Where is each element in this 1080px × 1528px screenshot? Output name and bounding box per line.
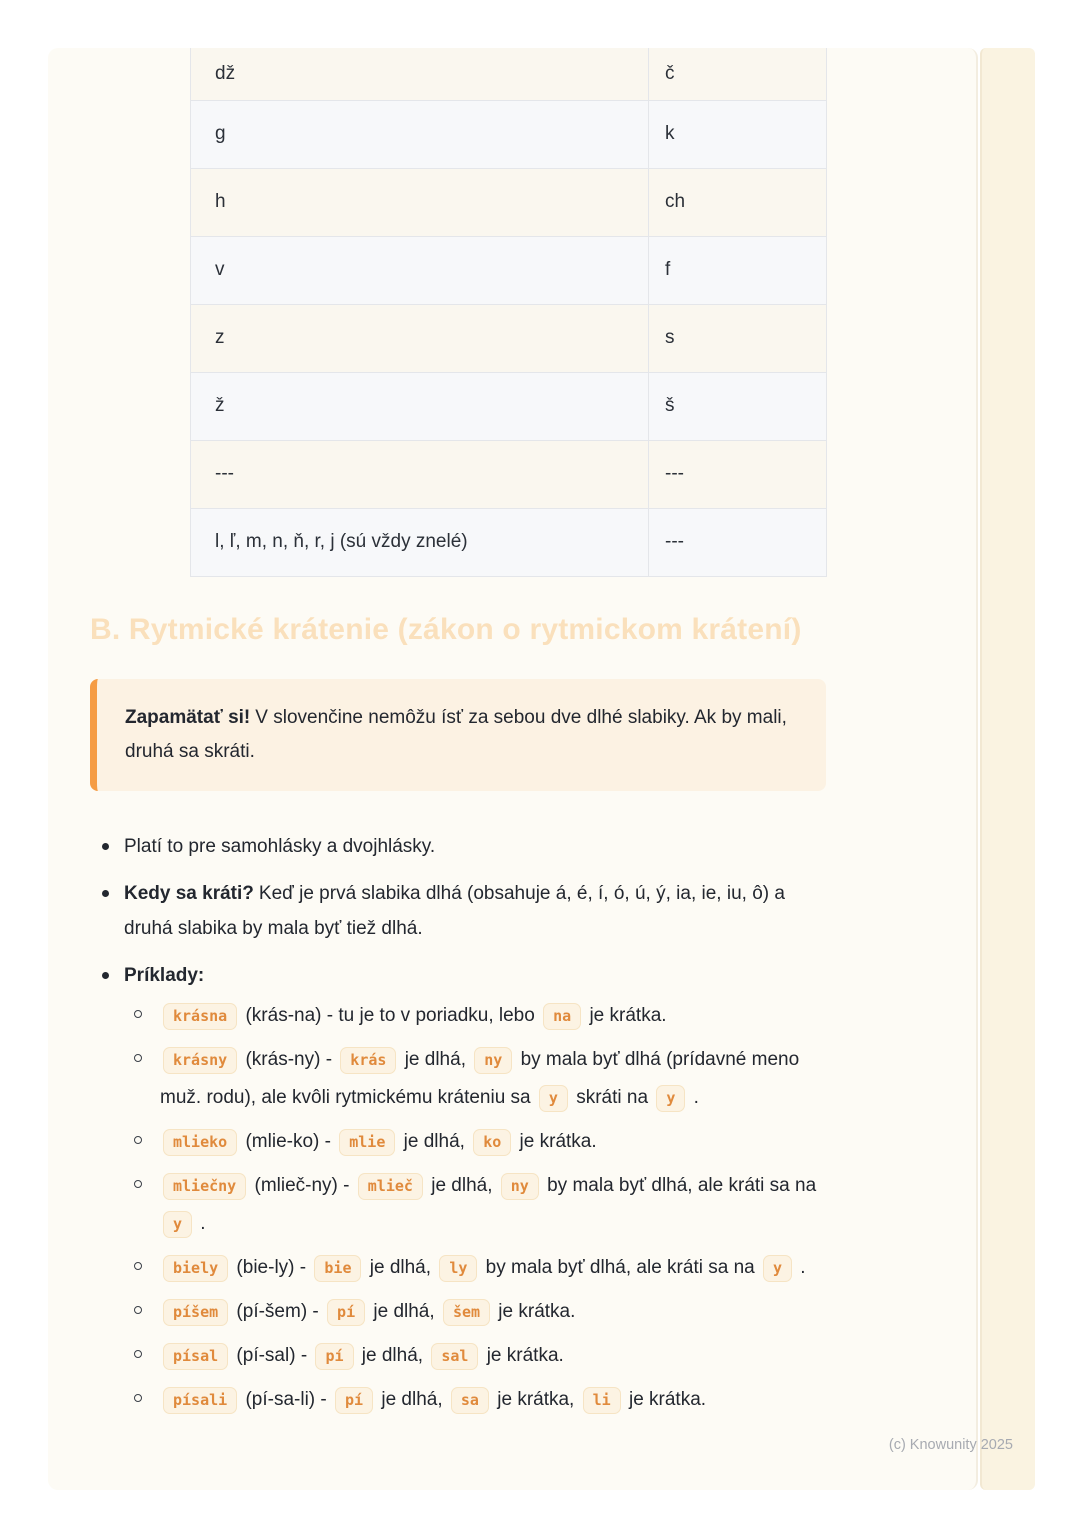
example-text: (krás-na) - tu je to v poriadku, lebo: [240, 1004, 541, 1026]
code-chip: ny: [474, 1047, 512, 1074]
code-chip: na: [543, 1003, 581, 1030]
table-cell: ---: [649, 440, 827, 508]
example-text: je dlhá,: [368, 1300, 440, 1322]
code-chip: sal: [431, 1343, 478, 1370]
table-cell: ---: [191, 440, 649, 508]
example-text: (mlieč-ny) -: [249, 1174, 355, 1196]
table-cell: s: [649, 304, 827, 372]
list-item-bold: Kedy sa kráti?: [124, 882, 254, 904]
table-cell: ---: [649, 508, 827, 576]
example-text: (bie-ly) -: [231, 1256, 312, 1278]
example-text: (pí-sa-li) -: [240, 1388, 333, 1410]
table-row: [191, 168, 827, 236]
example-text: (mlie-ko) -: [240, 1130, 337, 1152]
example-item: [128, 1293, 832, 1331]
examples-list: [128, 997, 832, 1419]
example-text: .: [688, 1086, 699, 1108]
bullet-icon: [102, 843, 109, 850]
circle-bullet-icon: [134, 1306, 142, 1314]
table-cell: ž: [191, 372, 649, 440]
example-item: [128, 1041, 832, 1117]
callout-bold-label: Zapamätať si!: [125, 706, 251, 728]
example-text: (pí-sal) -: [231, 1344, 313, 1366]
code-chip: šem: [443, 1299, 490, 1326]
example-text: je dlhá,: [356, 1344, 429, 1366]
table-cell: š: [649, 372, 827, 440]
code-chip: pí: [335, 1387, 373, 1414]
example-text: je krátka.: [493, 1300, 576, 1322]
list-item-text: Keď je prvá slabika dlhá (obsahuje á, é, í, ó, ú, ý, ia, ie, iu, ô) a druhá slabika by mala byť tiež dlhá.: [124, 882, 785, 939]
example-text: je krátka.: [584, 1004, 667, 1026]
list-item: [90, 958, 832, 1419]
table-row: [191, 372, 827, 440]
list-item-text: Platí to pre samohlásky a dvojhlásky.: [124, 835, 436, 857]
table-row: [191, 304, 827, 372]
code-chip: y: [163, 1211, 192, 1238]
example-item: [128, 997, 832, 1035]
example-item: [128, 1249, 832, 1287]
code-chip: mlieko: [163, 1129, 237, 1156]
callout-note: [90, 679, 826, 791]
next-page-edge: [980, 48, 1035, 1490]
code-chip: krás: [340, 1047, 396, 1074]
example-item: [128, 1123, 832, 1161]
code-chip: ly: [439, 1255, 477, 1282]
table-row: [191, 236, 827, 304]
code-chip: biely: [163, 1255, 228, 1282]
circle-bullet-icon: [134, 1136, 142, 1144]
example-text: je dlhá,: [364, 1256, 437, 1278]
table-row: [191, 100, 827, 168]
code-chip: y: [763, 1255, 792, 1282]
example-text: by mala byť dlhá (prídavné meno muž. rodu), ale kvôli rytmickému kráteniu sa: [160, 1048, 800, 1108]
example-text: (krás-ny) -: [240, 1048, 338, 1070]
code-chip: mlieč: [358, 1173, 423, 1200]
table-cell: ch: [649, 168, 827, 236]
section-heading: B. Rytmické krátenie (zákon o rytmickom krátení): [90, 612, 802, 646]
circle-bullet-icon: [134, 1010, 142, 1018]
table-cell: g: [191, 100, 649, 168]
code-chip: y: [656, 1085, 685, 1112]
example-text: je dlhá,: [398, 1130, 471, 1152]
circle-bullet-icon: [134, 1054, 142, 1062]
table-row: [191, 440, 827, 508]
notes-list: [90, 829, 832, 1419]
code-chip: li: [583, 1387, 621, 1414]
code-chip: ko: [473, 1129, 511, 1156]
table-cell: h: [191, 168, 649, 236]
copyright-watermark: (c) Knowunity 2025: [888, 1437, 1013, 1453]
example-text: .: [195, 1212, 206, 1234]
document-page: [48, 48, 978, 1490]
code-chip: bie: [314, 1255, 361, 1282]
code-chip: pí: [315, 1343, 353, 1370]
example-item: [128, 1381, 832, 1419]
table-cell: z: [191, 304, 649, 372]
circle-bullet-icon: [134, 1394, 142, 1402]
example-text: skráti na: [570, 1086, 654, 1108]
list-item-bold: Príklady:: [124, 964, 205, 986]
example-text: je krátka.: [623, 1388, 707, 1410]
example-text: je krátka.: [514, 1130, 597, 1152]
table-cell: l, ľ, m, n, ň, r, j (sú vždy znelé): [191, 508, 649, 576]
table-cell: dž: [191, 48, 649, 100]
code-chip: y: [539, 1085, 568, 1112]
circle-bullet-icon: [134, 1180, 142, 1188]
code-chip: mliečny: [163, 1173, 246, 1200]
code-chip: krásny: [163, 1047, 237, 1074]
example-text: by mala byť dlhá, ale kráti sa na: [480, 1256, 760, 1278]
table-cell: k: [649, 100, 827, 168]
table-cell: v: [191, 236, 649, 304]
example-text: by mala byť dlhá, ale kráti sa na: [541, 1174, 817, 1196]
table-cell: č: [649, 48, 827, 100]
code-chip: pí: [327, 1299, 365, 1326]
example-text: je krátka.: [481, 1344, 564, 1366]
bullet-icon: [102, 972, 109, 979]
code-chip: krásna: [163, 1003, 237, 1030]
example-text: .: [795, 1256, 806, 1278]
code-chip: ny: [501, 1173, 539, 1200]
example-text: je dlhá,: [399, 1048, 472, 1070]
example-text: je dlhá,: [425, 1174, 498, 1196]
table-row: [191, 508, 827, 576]
code-chip: mlie: [339, 1129, 395, 1156]
callout-text: V slovenčine nemôžu ísť za sebou dve dlhé slabiky. Ak by mali, druhá sa skráti.: [125, 706, 787, 762]
code-chip: písali: [163, 1387, 237, 1414]
list-item: [90, 829, 832, 864]
code-chip: písal: [163, 1343, 228, 1370]
circle-bullet-icon: [134, 1262, 142, 1270]
example-item: [128, 1167, 832, 1243]
list-item: [90, 876, 832, 946]
code-chip: sa: [451, 1387, 489, 1414]
example-text: je krátka,: [491, 1388, 580, 1410]
example-text: je dlhá,: [376, 1388, 448, 1410]
table-row: [191, 48, 827, 100]
consonants-table: [190, 48, 827, 577]
circle-bullet-icon: [134, 1350, 142, 1358]
example-item: [128, 1337, 832, 1375]
code-chip: píšem: [163, 1299, 228, 1326]
example-text: (pí-šem) -: [231, 1300, 325, 1322]
table-cell: f: [649, 236, 827, 304]
consonants-table-body: [191, 48, 827, 576]
bullet-icon: [102, 890, 109, 897]
